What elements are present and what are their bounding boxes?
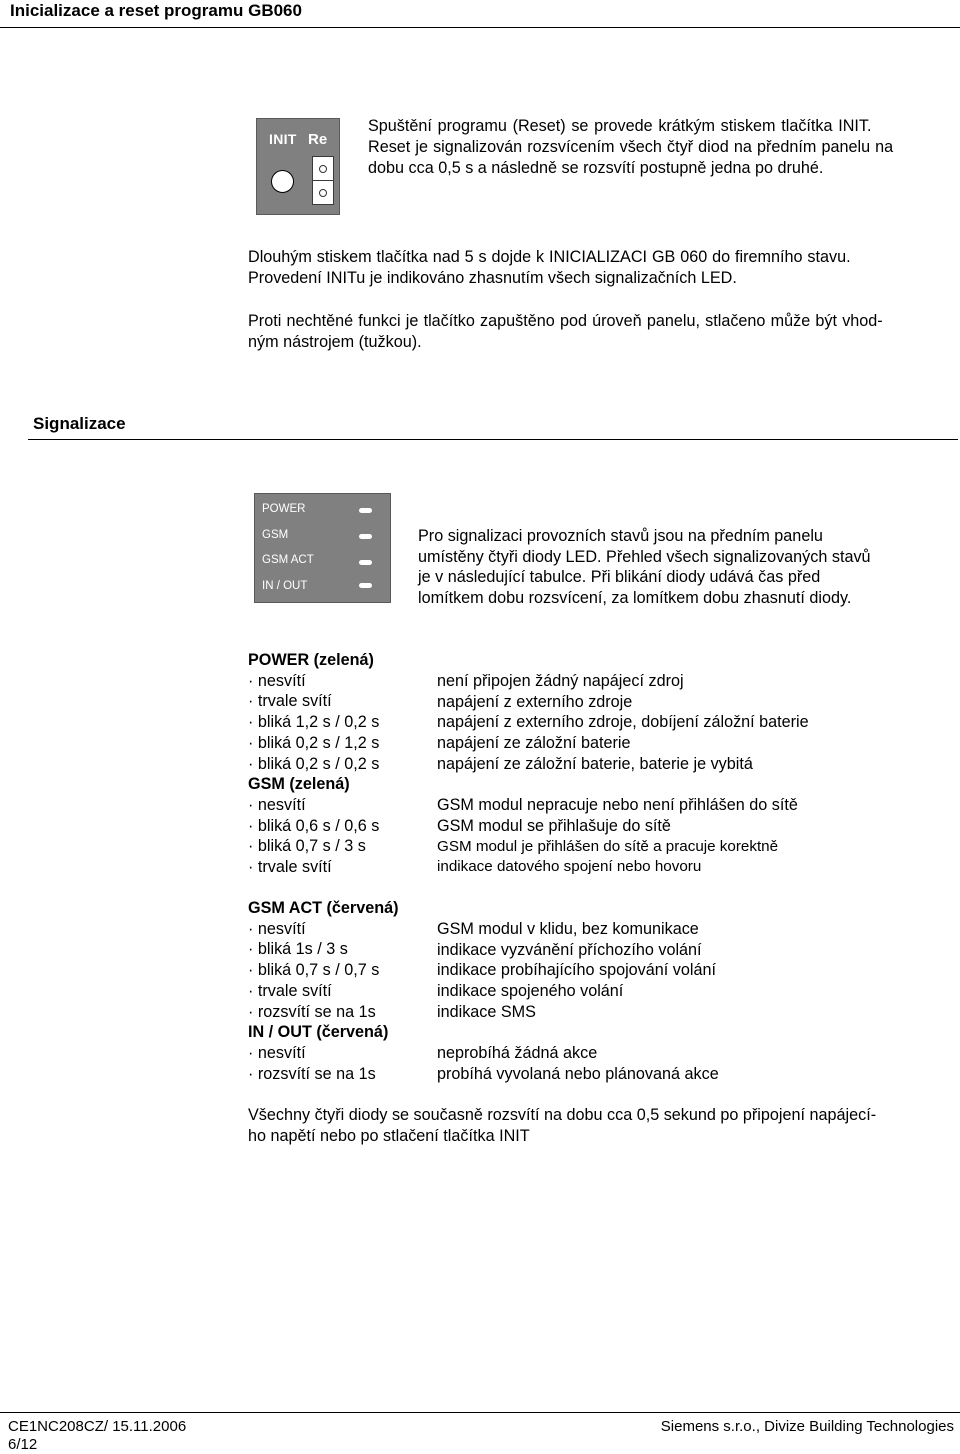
closing-paragraph	[248, 1105, 876, 1147]
led-label-power: POWER	[262, 503, 306, 515]
state-cell: · nesvítí	[248, 671, 306, 690]
meaning-cell: GSM modul je přihlášen do sítě a pracuje korektně	[437, 837, 779, 855]
state-cell: · nesvítí	[248, 919, 306, 938]
section-divider	[28, 439, 958, 440]
reset-label: Re	[308, 131, 328, 148]
meaning-cell: neprobíhá žádná akce	[437, 1044, 598, 1063]
meaning-cell: není připojen žádný napájecí zdroj	[437, 672, 684, 690]
init-paragraph	[248, 247, 851, 289]
status-column-states-1	[248, 650, 379, 878]
header-divider	[0, 27, 960, 28]
state-cell: · bliká 1s / 3 s	[248, 940, 348, 959]
reset-line: Reset je signalizován rozsvícením všech čtyř diod na předním panelu na	[368, 138, 894, 156]
led-description-line: umístěny čtyři diody LED. Přehled všech signalizovaných stavů	[418, 547, 871, 566]
reset-line: Spuštění programu (Reset) se provede krátkým stiskem tlačítka INIT.	[368, 117, 872, 135]
page-title: Inicializace a reset programu GB060	[10, 1, 302, 20]
status-column-states-2	[248, 898, 399, 1084]
init-panel-illustration	[256, 118, 340, 215]
init-button-icon	[271, 170, 294, 193]
protection-line: Proti nechtěné funkci je tlačítko zapuštěno pod úroveň panelu, stlačeno může být vhod-	[248, 312, 883, 330]
status-column-meanings-2	[437, 919, 719, 1085]
meaning-cell: indikace vyzvánění příchozího volání	[437, 940, 702, 959]
led-label-in-out: IN / OUT	[262, 580, 308, 592]
state-cell: · trvale svítí	[248, 981, 332, 1000]
meaning-cell: GSM modul nepracuje nebo není přihlášen do sítě	[437, 796, 798, 815]
meaning-cell: probíhá vyvolaná nebo plánovaná akce	[437, 1064, 719, 1083]
reset-line: dobu cca 0,5 s a následně se rozsvítí postupně jedna po druhé.	[368, 159, 824, 177]
gsm-led-icon	[359, 534, 372, 539]
footer-divider	[0, 1412, 960, 1413]
led-description-line: Pro signalizaci provozních stavů jsou na předním panelu	[418, 527, 823, 545]
state-cell: · trvale svítí	[248, 692, 332, 711]
group-title-gsm: GSM (zelená)	[248, 775, 350, 794]
led-description-line: lomítkem dobu rozsvícení, za lomítkem dobu zhasnutí diody.	[418, 588, 852, 607]
meaning-cell: indikace probíhajícího spojování volání	[437, 961, 716, 980]
led-label-gsm: GSM	[262, 529, 289, 541]
init-line: Dlouhým stiskem tlačítka nad 5 s dojde k INICIALIZACI GB 060 do firemního stavu.	[248, 248, 851, 266]
init-line: Provedení INITu je indikováno zhasnutím všech signalizačních LED.	[248, 269, 737, 287]
state-cell: · rozsvítí se na 1s	[248, 1002, 376, 1021]
led-panel-illustration	[254, 493, 391, 603]
meaning-cell: GSM modul v klidu, bez komunikace	[437, 920, 699, 938]
meaning-cell: napájení z externího zdroje, dobíjení záložní baterie	[437, 713, 809, 732]
footer-company: Siemens s.r.o., Divize Building Technologies	[660, 1418, 954, 1435]
closing-line: Všechny čtyři diody se současně rozsvítí na dobu cca 0,5 sekund po připojení napájecí-	[248, 1106, 877, 1124]
state-cell: · bliká 0,6 s / 0,6 s	[248, 816, 380, 835]
in-out-led-icon	[359, 583, 372, 588]
led-label-gsm-act: GSM ACT	[262, 554, 314, 566]
footer-page-number: 6/12	[8, 1436, 38, 1453]
power-led-icon	[359, 508, 372, 513]
gsm-act-led-icon	[359, 560, 372, 565]
section-heading-signalizace: Signalizace	[33, 414, 126, 433]
led-description	[418, 526, 871, 608]
state-cell: · nesvítí	[248, 1043, 306, 1062]
meaning-cell: indikace spojeného volání	[437, 982, 624, 1001]
group-title-power: POWER (zelená)	[248, 651, 374, 669]
state-cell: · bliká 0,7 s / 3 s	[248, 837, 366, 856]
led-description-line: je v následující tabulce. Při blikání diody udává čas před	[418, 568, 821, 586]
state-cell: · bliká 0,2 s / 0,2 s	[248, 754, 380, 773]
group-title-gsm-act: GSM ACT (červená)	[248, 899, 399, 917]
state-cell: · rozsvítí se na 1s	[248, 1064, 376, 1083]
meaning-cell: indikace SMS	[437, 1002, 536, 1021]
reset-paragraph	[368, 116, 893, 179]
protection-paragraph	[248, 311, 883, 353]
status-column-meanings-1	[437, 671, 809, 878]
group-title-in-out: IN / OUT (červená)	[248, 1023, 389, 1042]
state-cell: · bliká 0,2 s / 1,2 s	[248, 733, 380, 752]
init-label: INIT	[269, 131, 297, 147]
meaning-cell: napájení z externího zdroje	[437, 692, 633, 711]
reset-switch-icon	[312, 156, 334, 205]
state-cell: · trvale svítí	[248, 858, 332, 877]
closing-line: ho napětí nebo po stlačení tlačítka INIT	[248, 1127, 530, 1145]
protection-line: ným nástrojem (tužkou).	[248, 333, 422, 351]
state-cell: · nesvítí	[248, 795, 306, 814]
state-cell: · bliká 0,7 s / 0,7 s	[248, 961, 380, 980]
meaning-cell: napájení ze záložní baterie	[437, 734, 631, 753]
meaning-cell: napájení ze záložní baterie, baterie je vybitá	[437, 754, 753, 773]
meaning-cell: indikace datového spojení nebo hovoru	[437, 858, 702, 876]
state-cell: · bliká 1,2 s / 0,2 s	[248, 713, 380, 732]
meaning-cell: GSM modul se přihlašuje do sítě	[437, 816, 671, 835]
footer-doc-id: CE1NC208CZ/ 15.11.2006	[8, 1418, 187, 1435]
